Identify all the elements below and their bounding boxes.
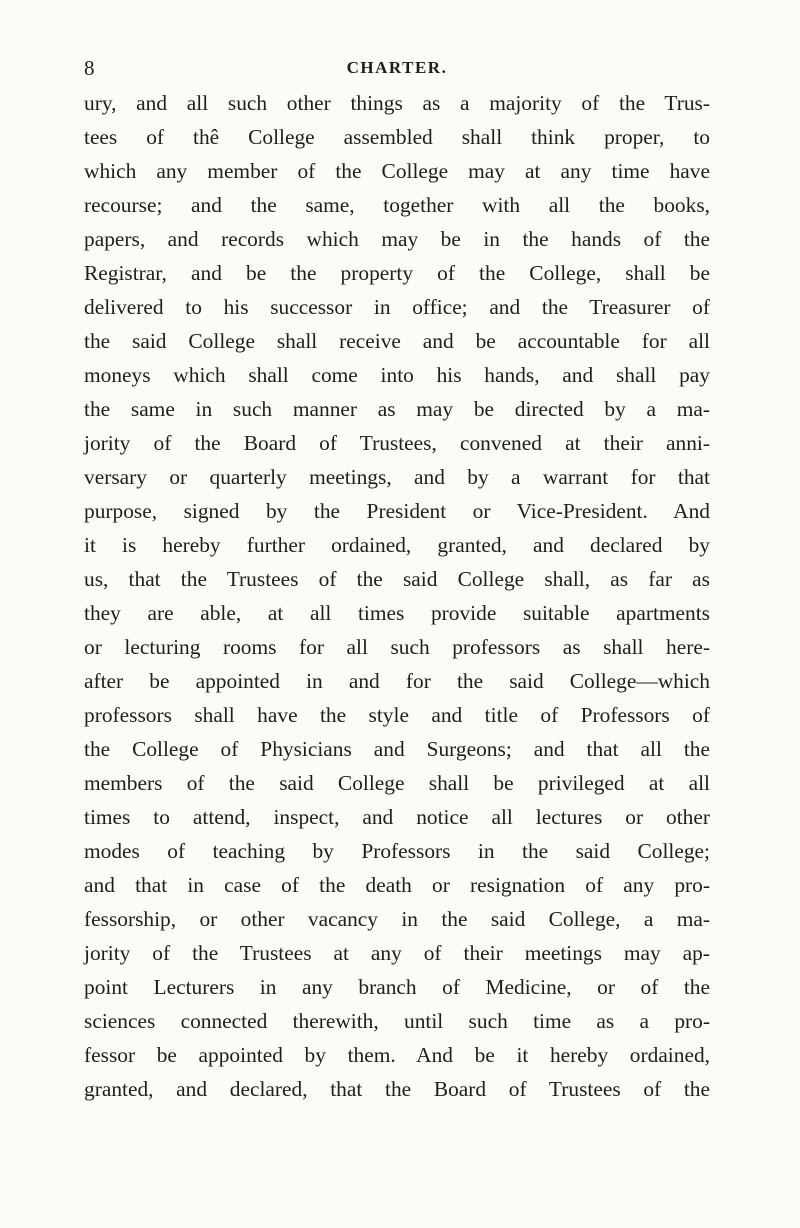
text-line: fessor be appointed by them. And be it hereby ordained,	[84, 1043, 710, 1067]
text-line: after be appointed in and for the said College—which	[84, 669, 710, 693]
text-line: times to attend, inspect, and notice all lectures or other	[84, 805, 710, 829]
chapter-title: CHARTER.	[346, 58, 448, 77]
text-line: tees of thê College assembled shall think proper, to	[84, 125, 710, 149]
text-line: versary or quarterly meetings, and by a warrant for that	[84, 465, 710, 489]
text-line: the said College shall receive and be accountable for all	[84, 329, 710, 353]
text-line: granted, and declared, that the Board of Trustees of the	[84, 1077, 710, 1101]
text-line: delivered to his successor in office; and the Treasurer of	[84, 295, 710, 319]
text-line: or lecturing rooms for all such professors as shall here-	[84, 635, 710, 659]
text-line: us, that the Trustees of the said College shall, as far as	[84, 567, 710, 591]
text-line: the College of Physicians and Surgeons; and that all the	[84, 737, 710, 761]
text-line: Registrar, and be the property of the College, shall be	[84, 261, 710, 285]
text-line: they are able, at all times provide suitable apartments	[84, 601, 710, 625]
text-line: moneys which shall come into his hands, and shall pay	[84, 363, 710, 387]
text-line: members of the said College shall be privileged at all	[84, 771, 710, 795]
text-line: purpose, signed by the President or Vice-President. And	[84, 499, 710, 523]
text-line: the same in such manner as may be directed by a ma-	[84, 397, 710, 421]
body-text	[84, 86, 710, 1106]
running-head	[84, 56, 710, 80]
page-number: 8	[84, 56, 95, 80]
text-line: which any member of the College may at any time have	[84, 159, 710, 183]
text-line: and that in case of the death or resignation of any pro-	[84, 873, 710, 897]
text-line: it is hereby further ordained, granted, and declared by	[84, 533, 710, 557]
text-line: point Lecturers in any branch of Medicine, or of the	[84, 975, 710, 999]
text-line: ury, and all such other things as a majority of the Trus-	[84, 91, 710, 115]
text-line: recourse; and the same, together with all the books,	[84, 193, 710, 217]
text-line: jority of the Board of Trustees, convened at their anni-	[84, 431, 710, 455]
text-line: professors shall have the style and title of Professors of	[84, 703, 710, 727]
text-line: papers, and records which may be in the hands of the	[84, 227, 710, 251]
text-line: sciences connected therewith, until such time as a pro-	[84, 1009, 710, 1033]
text-line: jority of the Trustees at any of their meetings may ap-	[84, 941, 710, 965]
text-line: modes of teaching by Professors in the said College;	[84, 839, 710, 863]
text-line: fessorship, or other vacancy in the said College, a ma-	[84, 907, 710, 931]
